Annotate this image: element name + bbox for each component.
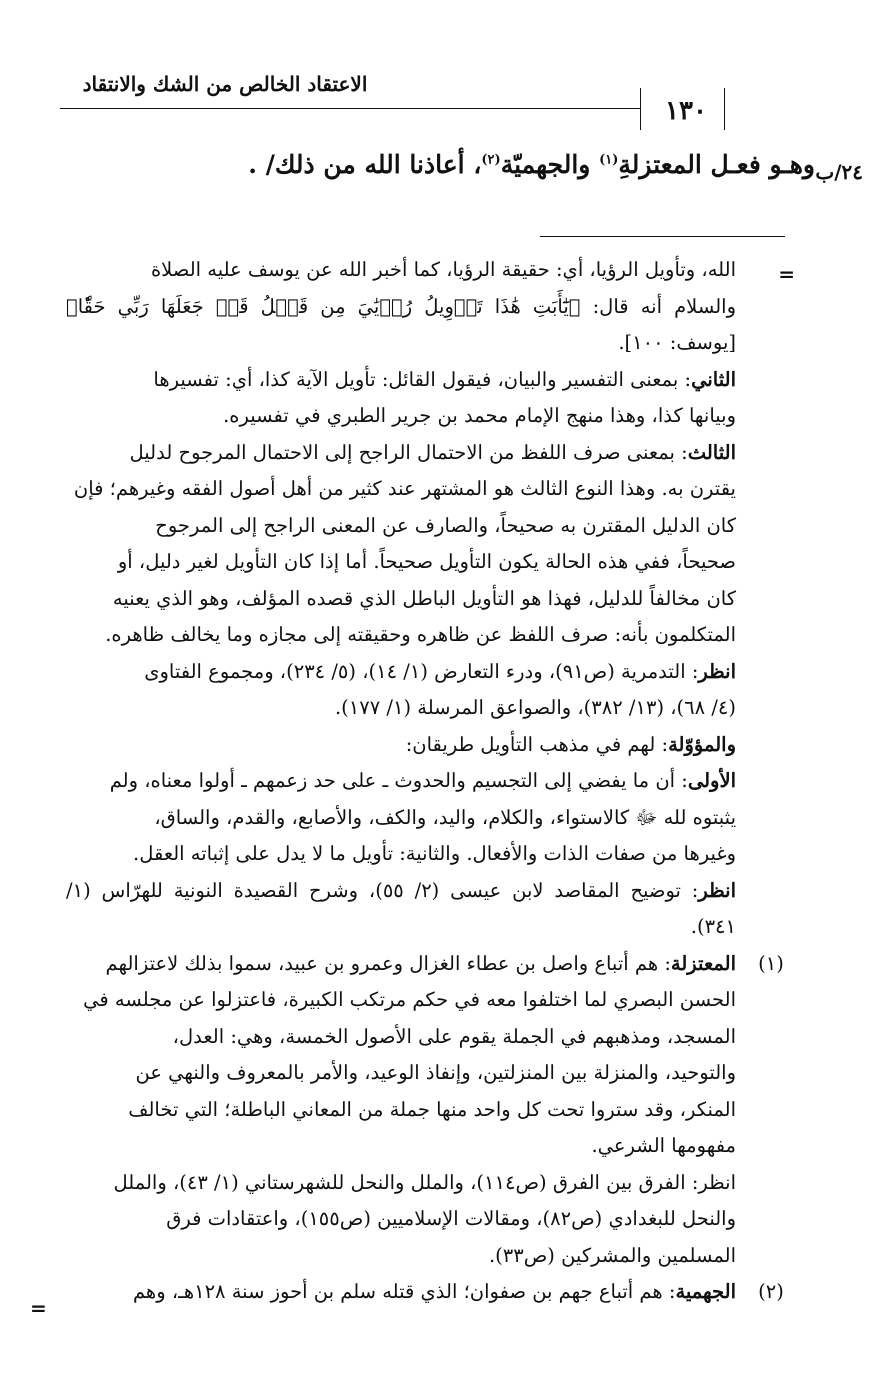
- footnote-continued: [66, 252, 736, 946]
- footnote-line-rest: : التدمرية (ص٩١)، ودرء التعارض (١/ ١٤)، (٥/ ٢٣٤)، ومجموع الفتاوى: [144, 659, 699, 683]
- footnote-line: وغيرها من صفات الذات والأفعال. والثانية: تأويل ما لا يدل على إثباته العقل.: [133, 842, 736, 865]
- footnote-line: والسلام أنه قال: ﴿يَٰٓأَبَتِ هَٰذَا تَأۡوِيلُ رُءۡيَٰيَ مِن قَبۡلُ قَدۡ جَعَلَهَا رَبِّي حَقّٗا﴾ [يوسف: ١٠٠].: [66, 294, 736, 354]
- footnotes-area: [66, 252, 784, 1311]
- footnote-line: المنكر، وقد ستروا تحت كل واحد منها جملة من المعاني الباطلة؛ التي تخالف: [128, 1097, 736, 1121]
- footnote-line: [66, 727, 736, 764]
- footnote-line-rest: : بمعنى صرف اللفظ من الاحتمال الراجح إلى الاحتمال المرجوح لدليل: [129, 440, 688, 464]
- bold-lead: المعتزلة: [670, 951, 736, 975]
- footnote-line: [66, 1274, 736, 1311]
- footnote-2: [66, 1274, 784, 1311]
- footnote-line: (٤/ ٦٨)، (١٣/ ٣٨٢)، والصواعق المرسلة (١/ ١٧٧).: [334, 696, 736, 719]
- footnote-line: [66, 873, 736, 946]
- footnote-line: يقترن به. وهذا النوع الثالث هو المشتهر عند كثير من أهل أصول الفقه وغيرهم؛ فإن: [73, 477, 736, 500]
- main-text-mid: والجهميّة: [500, 150, 600, 179]
- footnote-line: الحسن البصري لما اختلفوا معه في حكم مرتكب الكبيرة، فاعتزلوا عن مجلسه في: [83, 988, 736, 1011]
- footnote-line: يثبتوه لله ﷻ كالاستواء، والكلام، واليد، والكف، والأصابع، والقدم، والساق،: [154, 805, 736, 829]
- footnote-line: المسلمين والمشركين (ص٣٣).: [488, 1243, 736, 1267]
- bold-lead: الأولى: [687, 769, 736, 792]
- continuation-mark-bottom: =: [30, 1296, 47, 1320]
- bold-lead: انظر: [698, 878, 736, 902]
- footnote-ref-1[interactable]: (١): [599, 152, 619, 168]
- footnote-ref-2[interactable]: (٢): [481, 152, 501, 168]
- header-divider-right: [724, 88, 725, 130]
- bold-lead: انظر: [698, 659, 736, 683]
- footnote-line-rest: : لهم في مذهب التأويل طريقان:: [405, 732, 669, 756]
- bold-lead: الثاني: [691, 367, 736, 391]
- main-text-end: ، أعاذنا الله من ذلك/ .: [248, 150, 482, 179]
- footnote-line: مفهومها الشرعي.: [591, 1134, 736, 1157]
- footnote-line: صحيحاً، ففي هذه الحالة يكون التأويل صحيحاً. أما إذا كان التأويل لغير دليل، أو: [117, 550, 736, 573]
- header-divider-left: [640, 88, 641, 130]
- bold-lead: الثالث: [687, 440, 736, 464]
- main-text-line: [60, 150, 815, 179]
- footnote-line: [66, 362, 736, 399]
- footnote-line: والتوحيد، والمنزلة بين المنزلتين، وإنفاذ الوعيد، والأمر بالمعروف والنهي عن: [135, 1061, 736, 1084]
- folio-mark: ٢٤/ب: [815, 160, 863, 184]
- footnote-number: (١): [758, 951, 784, 975]
- footnote-line: [66, 946, 736, 983]
- footnote-line-rest: : أن ما يفضي إلى التجسيم والحدوث ـ على حد زعمهم ـ أولوا معناه، ولم: [109, 769, 688, 792]
- footnote-line-rest: : هم أتباع واصل بن عطاء الغزال وعمرو بن عبيد، سموا بذلك لاعتزالهم: [105, 951, 671, 975]
- footnote-line-rest: : هم أتباع جهم بن صفوان؛ الذي قتله سلم بن أحوز سنة ١٢٨هـ، وهم: [132, 1280, 676, 1303]
- footnote-line-rest: : بمعنى التفسير والبيان، فيقول القائل: تأويل الآية كذا، أي: تفسيرها: [153, 367, 692, 391]
- footnote-line: كان الدليل المقترن به صحيحاً، والصارف عن المعنى الراجح إلى المرجوح: [155, 513, 736, 537]
- footnote-line: الله، وتأويل الرؤيا، أي: حقيقة الرؤيا، كما أخبر الله عن يوسف عليه الصلاة: [150, 258, 736, 281]
- footnote-line: [66, 654, 736, 691]
- footnote-line-rest: : توضيح المقاصد لابن عيسى (٢/ ٥٥)، وشرح القصيدة النونية للهرّاس (١/ ٣٤١).: [66, 878, 736, 938]
- running-title: الاعتقاد الخالص من الشك والانتقاد: [82, 72, 368, 96]
- footnote-line: انظر: الفرق بين الفرق (ص١١٤)، والملل والنحل للشهرستاني (١/ ٤٣)، والملل: [113, 1170, 736, 1194]
- continuation-mark-top: =: [778, 262, 795, 286]
- footnote-line: [66, 763, 736, 800]
- header-rule: [60, 108, 640, 109]
- footnote-1: [66, 946, 784, 1275]
- footnote-separator: [540, 236, 785, 237]
- footnote-line: كان مخالفاً للدليل، فهذا هو التأويل الباطل الذي قصده المؤلف، وهو الذي يعنيه: [112, 586, 736, 610]
- footnote-line: المسجد، ومذهبهم في الجملة يقوم على الأصول الخمسة، وهي: العدل،: [172, 1024, 736, 1048]
- main-text-start: وهـو فعـل المعتزلةِ: [618, 150, 815, 179]
- footnote-number: (٢): [758, 1280, 784, 1303]
- bold-lead: والمؤوّلة: [668, 732, 736, 756]
- footnote-line: [66, 435, 736, 472]
- footnote-line: وبيانها كذا، وهذا منهج الإمام محمد بن جرير الطبري في تفسيره.: [223, 404, 736, 427]
- page-number: ١٣٠: [665, 96, 707, 126]
- footnote-line: المتكلمون بأنه: صرف اللفظ عن ظاهره وحقيقته إلى مجازه وما يخالف ظاهره.: [105, 623, 736, 646]
- footnote-line: والنحل للبغدادي (ص٨٢)، ومقالات الإسلاميين (ص١٥٥)، واعتقادات فرق: [166, 1207, 736, 1230]
- bold-lead: الجهمية: [675, 1280, 736, 1303]
